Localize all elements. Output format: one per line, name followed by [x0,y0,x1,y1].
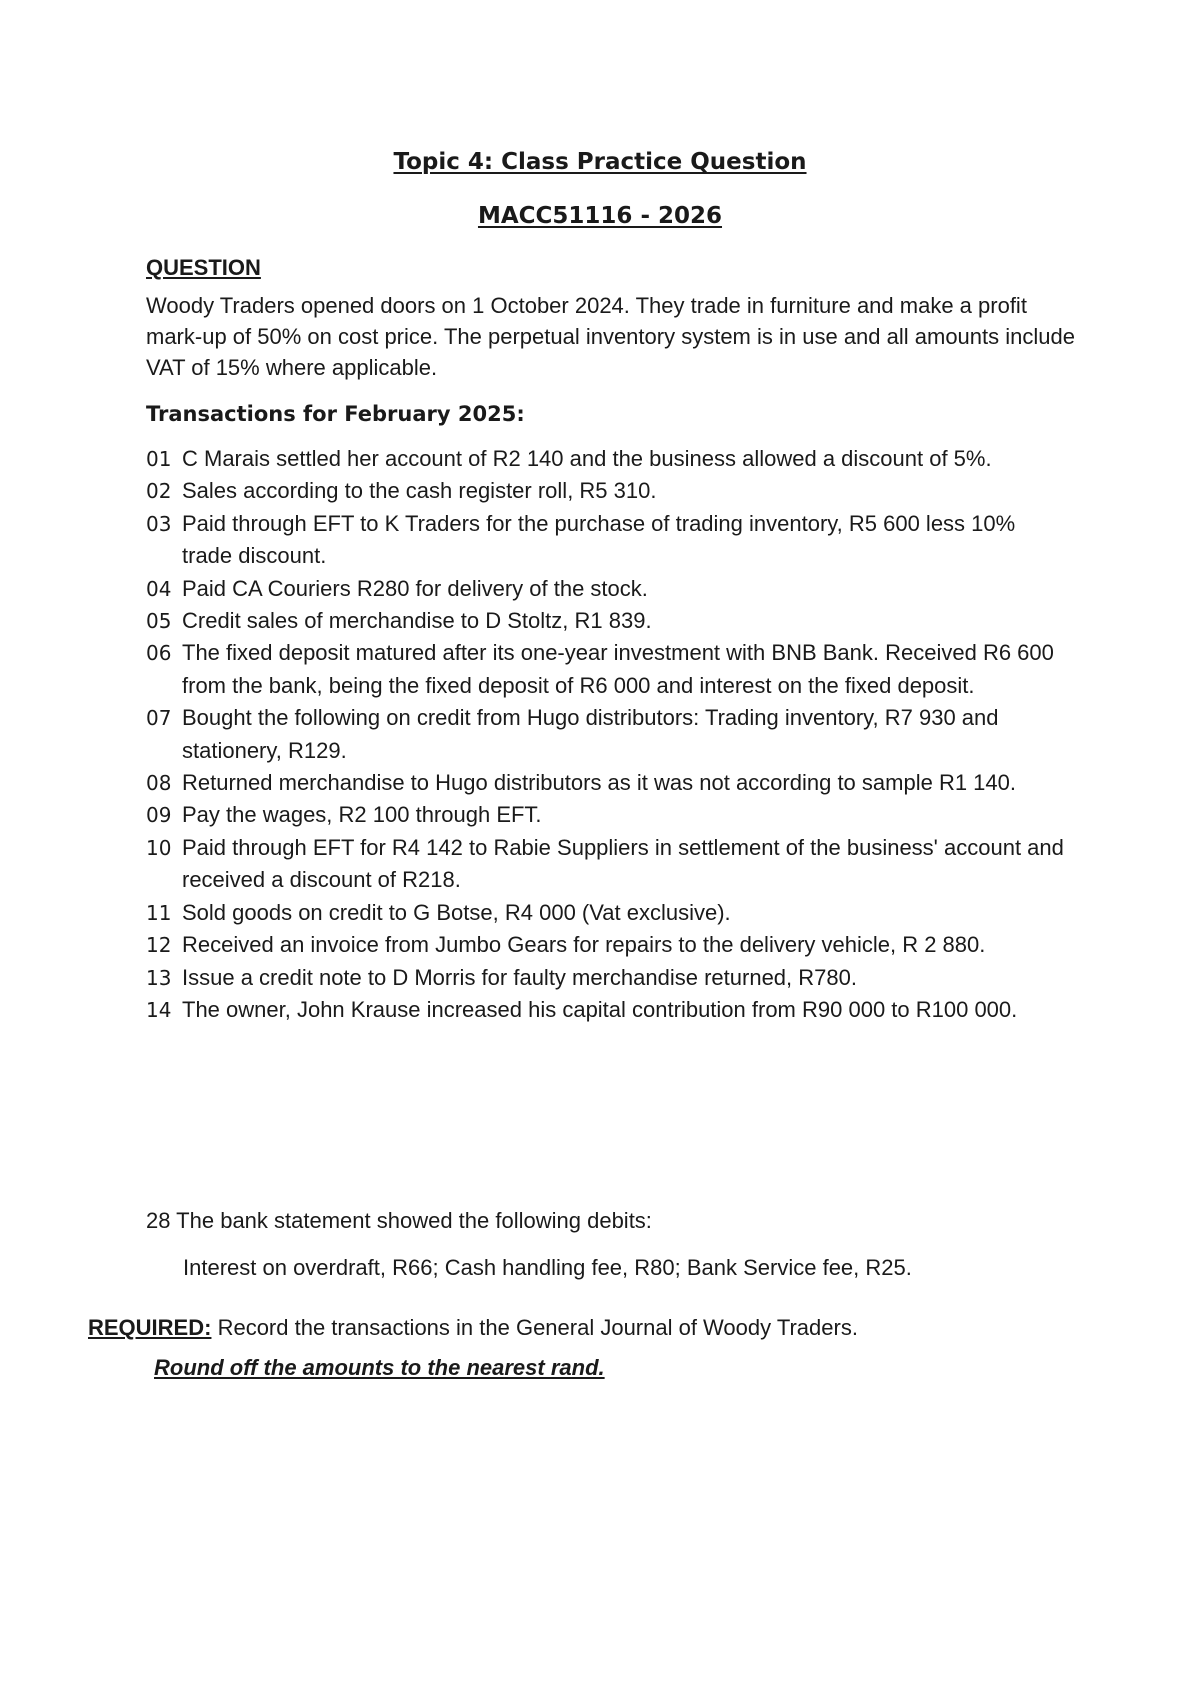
rounding-note: Round off the amounts to the nearest rand. [154,1355,605,1380]
transaction-number: 13 [146,965,172,990]
transaction-item [146,573,1066,605]
transaction-item [146,637,1066,702]
transaction-item [146,443,1066,475]
transaction-item [146,799,1066,831]
transaction-item [146,508,1066,573]
required-instruction [88,1312,858,1344]
transaction-text: Sold goods on credit to G Botse, R4 000 (Vat exclusive). [182,899,731,925]
transaction-text: Paid through EFT to K Traders for the purchase of trading inventory, R5 600 less 10% trade discount. [182,510,1016,569]
transaction-text: Pay the wages, R2 100 through EFT. [182,802,542,828]
transaction-number: 05 [146,609,172,634]
transaction-number: 06 [146,641,172,666]
transaction-item [146,962,1066,994]
transaction-item [146,832,1066,897]
transaction-text: Paid through EFT for R4 142 to Rabie Suppliers in settlement of the business' account and received a discount of R218. [182,834,1064,893]
transactions-list [146,443,1066,1026]
transactions-heading: Transactions for February 2025: [146,402,525,426]
transaction-text: C Marais settled her account of R2 140 and the business allowed a discount of 5%. [182,446,992,471]
transaction-item [146,994,1066,1026]
transaction-number: 01 [146,447,172,471]
transaction-item [146,475,1066,507]
bank-debits: Interest on overdraft, R66; Cash handling fee, R80; Bank Service fee, R25. [183,1255,912,1280]
transaction-text: Credit sales of merchandise to D Stoltz, R1 839. [182,608,652,634]
transaction-item [146,897,1066,929]
transaction-number: 09 [146,803,172,828]
transaction-text: Issue a credit note to D Morris for faulty merchandise returned, R780. [182,964,857,990]
transaction-text: The fixed deposit matured after its one-year investment with BNB Bank. Received R6 600 from the bank, being the fixed deposit of R6 000 and interest on the fixed deposit. [182,640,1054,698]
transaction-text: Bought the following on credit from Hugo distributors: Trading inventory, R7 930 and stationery, R129. [182,705,999,763]
question-heading: QUESTION [146,255,261,280]
transaction-text: Received an invoice from Jumbo Gears for repairs to the delivery vehicle, R 2 880. [182,932,986,958]
transaction-text: Paid CA Couriers R280 for delivery of the stock. [182,575,648,601]
transaction-number: 07 [146,706,172,731]
bank-statement-line: 28 The bank statement showed the following debits: [146,1208,652,1233]
document-title: Topic 4: Class Practice Question [393,149,807,175]
transaction-item [146,929,1066,961]
transaction-number: 11 [146,900,172,925]
required-text: Record the transactions in the General Journal of Woody Traders. [211,1315,858,1340]
transaction-number: 14 [146,997,172,1022]
required-label: REQUIRED: [88,1315,212,1340]
transaction-text: Returned merchandise to Hugo distributors as it was not according to sample R1 140. [182,770,1016,796]
transaction-number: 03 [146,511,172,536]
transaction-number: 12 [146,933,172,958]
question-intro: Woody Traders opened doors on 1 October 2024. They trade in furniture and make a profit mark-up of 50% on cost price. The perpetual inventory system is in use and all amounts include VAT of 15% where applicable. [146,293,1075,380]
course-code: MACC51116 - 2026 [477,203,723,229]
transaction-number: 08 [146,771,172,796]
transaction-item [146,767,1066,799]
transaction-number: 10 [146,835,172,860]
transaction-text: Sales according to the cash register roll, R5 310. [182,478,657,504]
transaction-item [146,605,1066,637]
transaction-number: 02 [146,479,172,504]
transaction-number: 04 [146,576,172,601]
transaction-text: The owner, John Krause increased his capital contribution from R90 000 to R100 000. [182,996,1018,1022]
transaction-item [146,702,1066,767]
